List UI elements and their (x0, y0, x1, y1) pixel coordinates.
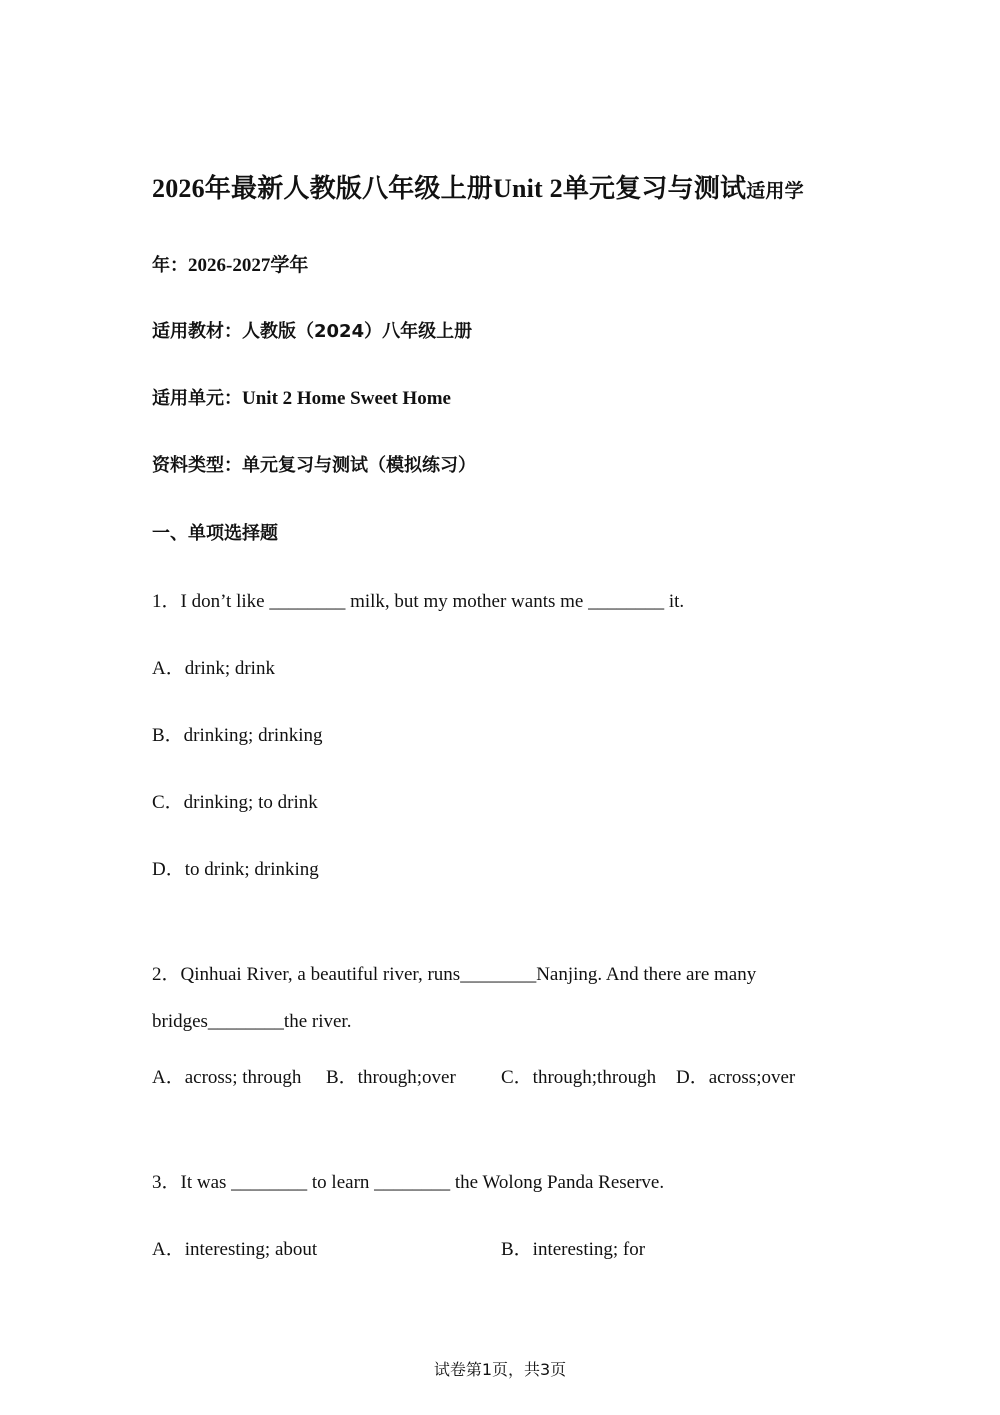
section-title: 一、单项选择题 (152, 523, 278, 544)
question-1-stem: 1．I don’t like ________ milk, but my mother wants me ________ it. (152, 591, 685, 612)
meta-year-label: 年： (152, 255, 188, 276)
question-2-stem-line1: 2．Qinhuai River, a beautiful river, runs________Nanjing. And there are many (152, 964, 757, 985)
meta-year (152, 250, 308, 277)
question-1-option-d: D．to drink; drinking (152, 859, 319, 880)
document-title (152, 168, 804, 205)
question-1-option-b: B．drinking; drinking (152, 725, 323, 746)
meta-textbook (152, 317, 472, 343)
meta-textbook-label: 适用教材： (152, 321, 242, 342)
meta-type (152, 451, 476, 477)
meta-type-value: 单元复习与测试（模拟练习） (242, 455, 476, 476)
question-1-option-c: C．drinking; to drink (152, 792, 318, 813)
question-2-stem-line2: bridges________the river. (152, 1011, 352, 1032)
question-3-option-b: B．interesting; for (501, 1239, 646, 1260)
question-3-stem: 3．It was ________ to learn ________ the Wolong Panda Reserve. (152, 1172, 665, 1193)
question-3-option-a: A．interesting; about (152, 1239, 318, 1260)
question-2-option-b: B．through;over (326, 1067, 456, 1088)
meta-type-label: 资料类型： (152, 455, 242, 476)
meta-year-value: 2026-2027学年 (188, 255, 309, 276)
question-2-option-a: A．across; through (152, 1067, 302, 1088)
meta-textbook-value: 人教版（2024）八年级上册 (242, 321, 473, 342)
question-1-option-a: A．drink; drink (152, 658, 275, 679)
question-2-option-c: C．through;through (501, 1067, 657, 1088)
page-footer-text: 试卷第1页，共3页 (433, 1360, 567, 1379)
question-2-option-d: D．across;over (676, 1067, 796, 1088)
meta-unit (152, 384, 451, 410)
page-footer (0, 1357, 1000, 1380)
title-tail: 适用学 (746, 180, 804, 202)
meta-unit-label: 适用单元： (152, 388, 242, 409)
meta-unit-value: Unit 2 Home Sweet Home (242, 388, 451, 409)
title-main: 2026年最新人教版八年级上册Unit 2单元复习与测试 (152, 174, 747, 203)
